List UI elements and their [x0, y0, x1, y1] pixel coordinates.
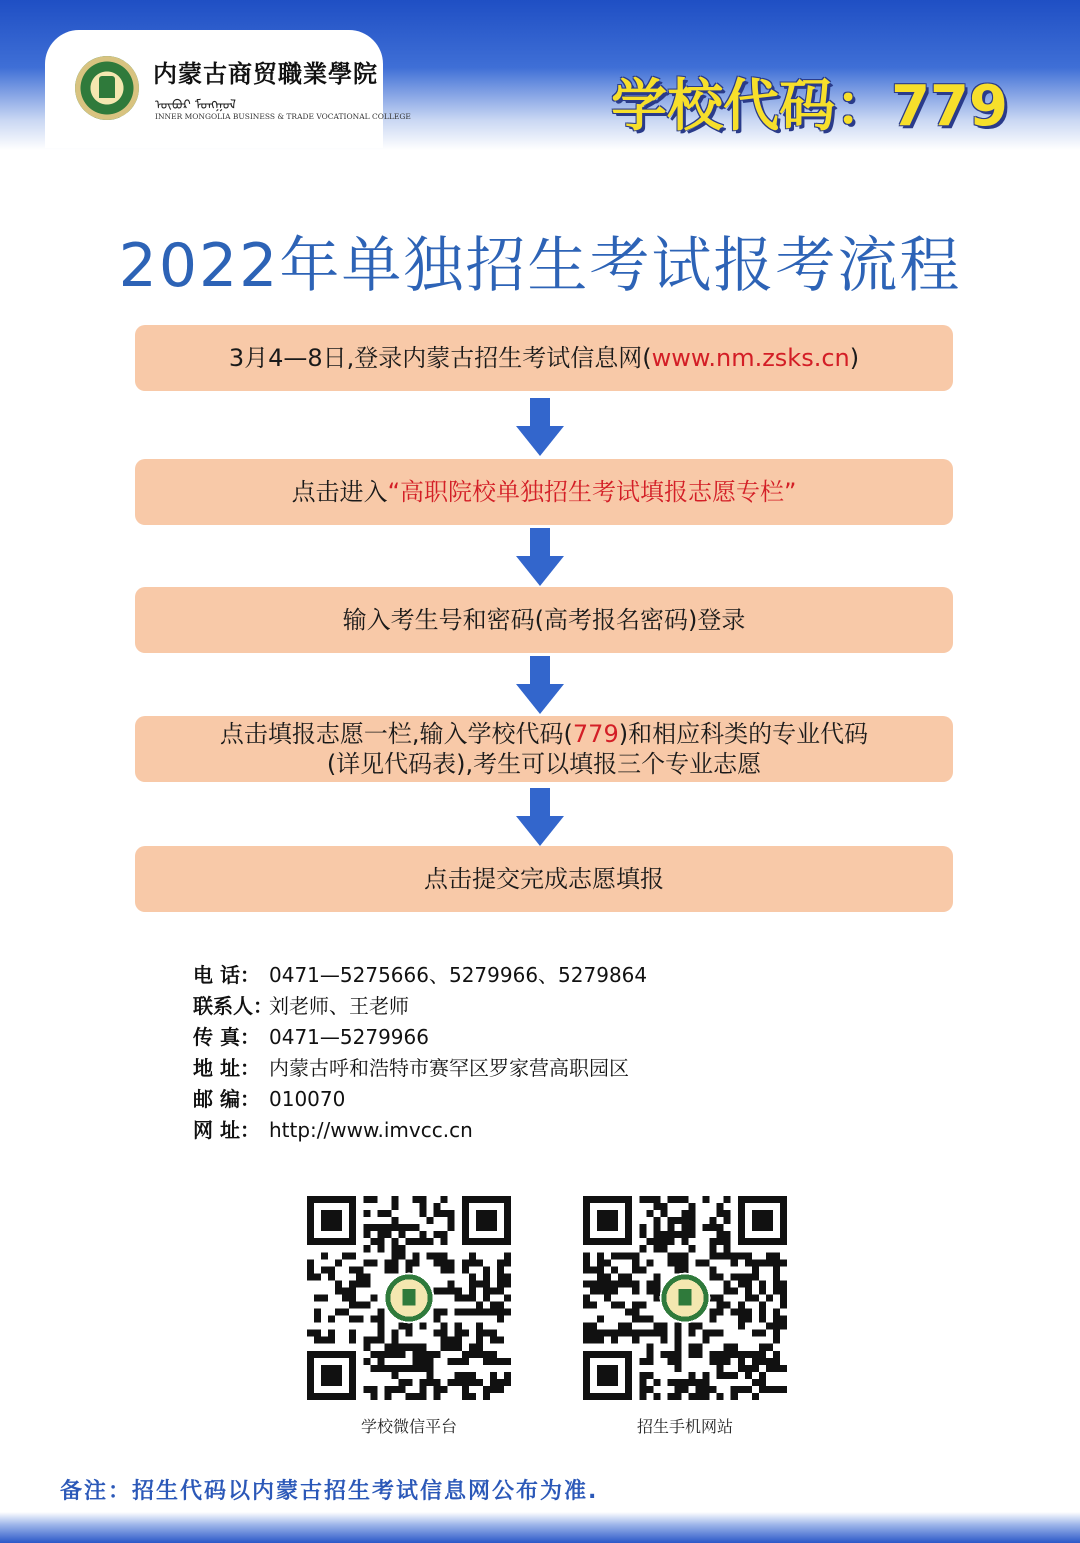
- contact-row-person: [193, 991, 647, 1022]
- contact-row-website: [193, 1115, 647, 1146]
- contact-row-fax: [193, 1022, 647, 1053]
- logo-name-cn: 内蒙古商贸職業學院: [153, 59, 378, 88]
- contact-value: http://www.imvcc.cn: [269, 1118, 473, 1142]
- down-arrow-icon: [516, 398, 564, 456]
- contact-label: 传 真：: [193, 1025, 260, 1049]
- school-code: 学校代码：779: [611, 74, 1008, 139]
- footer-note: 备注：招生代码以内蒙古招生考试信息网公布为准.: [60, 1479, 599, 1504]
- logo-name-en: INNER MONGOLIA BUSINESS & TRADE VOCATIONAL COLLEGE: [155, 112, 411, 121]
- contact-value: 010070: [269, 1087, 346, 1111]
- college-logo: [45, 30, 411, 148]
- step-1-text-end: ): [849, 344, 860, 372]
- college-seal-icon: [75, 56, 139, 120]
- logo-name-mongolian: ᠦᠪᠦᠷ ᠮᠣᠩᠭᠣᠯ: [155, 98, 236, 113]
- page-title: 2022年单独招生考试报考流程: [118, 231, 962, 301]
- contact-value: 内蒙古呼和浩特市赛罕区罗家营高职园区: [269, 1056, 629, 1080]
- wechat-qr-code[interactable]: [307, 1196, 511, 1400]
- contact-row-phone: [193, 960, 647, 991]
- down-arrow-icon: [516, 788, 564, 846]
- contact-label: 电 话：: [193, 963, 260, 987]
- step-4-text-line2: (详见代码表),考生可以填报三个专业志愿: [326, 750, 762, 778]
- step-2-box: [135, 459, 953, 525]
- step-1-url: www.nm.zsks.cn: [651, 344, 850, 372]
- contact-info: [193, 960, 647, 1146]
- contact-label: 地 址：: [193, 1056, 260, 1080]
- contact-label: 邮 编：: [193, 1087, 260, 1111]
- step-4-code: 779: [572, 720, 619, 748]
- contact-value: 0471—5275666、5279966、5279864: [269, 963, 648, 987]
- contact-label: 联系人：: [193, 994, 273, 1018]
- step-4-text: 点击填报志愿一栏,输入学校代码(: [219, 720, 573, 748]
- step-3-box: [135, 587, 953, 653]
- wechat-qr-caption: 学校微信平台: [360, 1417, 457, 1436]
- contact-label: 网 址：: [193, 1118, 260, 1142]
- contact-value: 0471—5279966: [269, 1025, 429, 1049]
- contact-row-address: [193, 1053, 647, 1084]
- step-5-box: [135, 846, 953, 912]
- down-arrow-icon: [516, 656, 564, 714]
- mobile-site-qr-code[interactable]: [583, 1196, 787, 1400]
- contact-value: 刘老师、王老师: [269, 994, 409, 1018]
- footer-band: [0, 1512, 1080, 1543]
- mobile-site-qr-caption: 招生手机网站: [636, 1417, 733, 1436]
- step-4-text-cont: )和相应科类的专业代码: [618, 720, 869, 748]
- down-arrow-icon: [516, 528, 564, 586]
- step-3-text: 输入考生号和密码(高考报名密码)登录: [342, 606, 746, 634]
- contact-row-postcode: [193, 1084, 647, 1115]
- step-4-box: [135, 716, 953, 782]
- step-2-highlight: “高职院校单独招生考试填报志愿专栏”: [387, 478, 797, 506]
- step-1-box: [135, 325, 953, 391]
- step-2-text: 点击进入: [291, 478, 388, 506]
- step-5-text: 点击提交完成志愿填报: [424, 865, 664, 893]
- step-1-text: 3月4—8日,登录内蒙古招生考试信息网(: [228, 344, 652, 372]
